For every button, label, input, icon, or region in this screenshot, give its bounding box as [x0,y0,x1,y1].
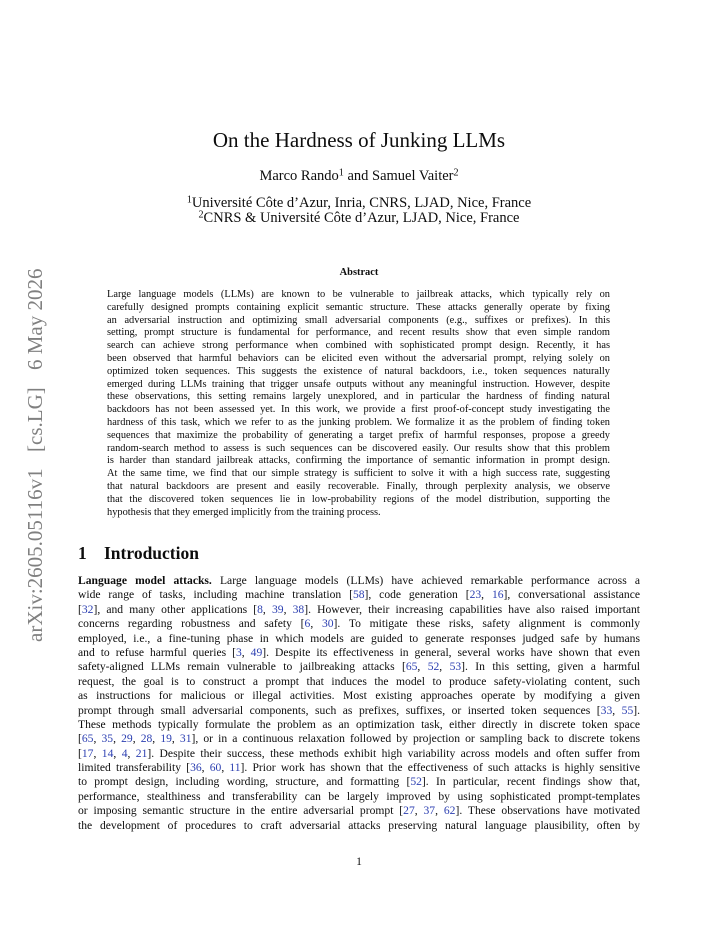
intro-line [78,660,640,674]
citation-link[interactable]: 65 [405,660,418,674]
text-run: ], or in a continuous relaxation followed by projection or sampling back to discrete tokens [191,732,641,746]
abstract-line: that natural backdoors are present and easily recoverable. Finally, through perplexity analysis, we observe [107,480,610,492]
text-run: ]. [633,703,641,717]
intro-line [78,732,640,746]
citation-link[interactable]: 35 [101,732,114,746]
citation-link[interactable]: 19 [160,732,172,746]
citation-link[interactable]: 52 [427,660,440,674]
arxiv-identifier: arXiv:2605.05116v1 [23,468,47,642]
abstract-line: hardness of this task, which we refer to as the junking problem. We formalize it as the problem of finding token [107,416,610,428]
paper-title: On the Hardness of Junking LLMs [212,128,506,152]
citation-link[interactable]: 53 [449,660,462,674]
text-run: limited transferability [ [78,761,191,775]
author-joiner: and [347,168,369,184]
citation-link[interactable]: 8 [257,602,263,616]
intro-line [78,718,640,732]
abstract-line: At the same time, we find that our simple strategy is sufficient to solve it with a high success rate, suggesting [107,468,610,480]
citation-link[interactable]: 55 [621,703,634,717]
text-run: request, the goal is to construct a prompt that induces the model to produce safety-violating content, such [78,674,640,688]
text-run: ]. However, their increasing capabilities have also raised important [304,602,641,616]
text-run: , [481,588,492,602]
citation-link[interactable]: 30 [321,617,334,631]
abstract-line: backdoors has not been assessed yet. In this work, we provide a first proof-of-concept study investigating the [107,404,610,416]
abstract-line: Large language models (LLMs) are known to be vulnerable to jailbreak attacks, which typically rely on [107,289,610,300]
text-run: , [612,703,622,717]
author-name: Marco Rando [259,168,339,184]
abstract-line: been observed that harmful behaviors can be elicited even without the adversarial prompt, relying solely on [107,352,610,364]
text-run: , [435,804,444,818]
affiliation-mark: 2 [453,167,459,179]
abstract-body [107,289,610,519]
citation-link[interactable]: 65 [81,732,94,746]
intro-line [78,646,640,660]
intro-line [78,804,640,818]
citation-link[interactable]: 27 [403,804,415,818]
abstract-line: is harder than standard jailbreak attacks, confirming the importance of semantic information in prompt design. [107,455,610,467]
citation-link[interactable]: 29 [121,732,133,746]
text-run: wide range of tasks, including machine translation [ [78,588,353,602]
citation-link[interactable]: 32 [81,602,94,616]
text-run: , [310,617,322,631]
citation-link[interactable]: 3 [235,645,242,659]
text-run: ]. In particular, recent findings show that, [421,775,640,789]
text-run: , [201,761,210,775]
abstract-line: random-search method to assess is such sequences can be discovered easily. Our results show that this problem [107,442,610,454]
text-run: concerns regarding robustness and safety [ [78,617,305,631]
text-run: , [132,732,141,746]
affiliation-mark: 1 [186,194,192,206]
text-run: [ [78,746,82,760]
text-run: , [152,732,161,746]
text-run: to prompt design, including wording, structure, and formatting [ [78,775,411,789]
text-run: [ [78,602,82,616]
intro-line [78,603,640,617]
introduction-body [78,574,640,833]
abstract-line: an adversarial instruction and optimizing small adversarial components (e.g., suffixes or prefixes). In this [107,314,610,326]
text-run: , [113,732,122,746]
section-number: 1 [78,543,87,563]
affiliation-mark: 1 [338,167,344,179]
affiliation-text: CNRS & Université Côte d’Azur, LJAD, Nice, France [203,210,520,226]
abstract-line: that the discovered token sequences lie in low-probability regions of the model distribution, supporting the [107,493,610,505]
citation-link[interactable]: 16 [491,588,504,602]
text-run: , [93,746,102,760]
abstract-line: setting, prompt structure is fundamental for performance, and recent results show that even simple random [107,327,610,339]
text-run: , [127,746,136,760]
citation-link[interactable]: 14 [101,746,114,760]
text-run: the development of procedures to craft adversarial attacks preserving natural language plausibility, often by [78,818,640,832]
text-run: safety-aligned LLMs remain vulnerable to jailbreaking attacks [ [78,660,406,674]
abstract-line: carefully designed prompts containing explicit semantic structure. These attacks generally operate by fixing [107,301,610,313]
citation-link[interactable]: 6 [304,617,311,631]
intro-line [78,819,640,833]
intro-line [78,617,640,631]
text-run: or imposing semantic structure in the entire adversarial prompt [ [78,804,404,818]
intro-line [78,632,640,646]
text-run: , [414,804,424,818]
citation-link[interactable]: 49 [250,645,263,659]
intro-line [78,775,640,789]
text-run: , [171,732,180,746]
text-run: These methods typically formulate the problem as an optimization task, either directly in discrete token space [78,717,640,731]
arxiv-date: 6 May 2026 [23,268,47,371]
text-run: , [439,660,450,674]
text-run: ], conversational assistance [503,588,640,602]
citation-link[interactable]: 31 [179,732,192,746]
text-run: ]. In this setting, given a harmful [461,660,641,674]
intro-line [78,761,640,775]
citation-link[interactable]: 4 [121,746,128,760]
abstract-line: sequences that maximize the probability of generating a target prefix of harmful responses, propose a greedy [107,429,610,441]
citation-link[interactable]: 62 [443,804,456,818]
text-run: , [93,732,102,746]
citation-link[interactable]: 11 [229,761,241,775]
page-number: 1 [356,855,362,868]
text-run: ]. Despite their success, these methods exhibit high variability across models and often suffer from [147,746,641,760]
arxiv-category: [cs.LG] [23,386,47,452]
citation-link[interactable]: 23 [469,588,482,602]
arxiv-stamp [22,262,48,642]
text-run: , [241,645,251,659]
text-run: ]. To mitigate these risks, safety alignment is commonly [333,617,640,631]
intro-line [78,747,640,761]
text-run: , [221,761,230,775]
intro-line [78,588,640,602]
text-run: [ [78,732,82,746]
paragraph-run-in-heading: Language model attacks. [78,574,212,587]
intro-line [78,704,640,718]
citation-link[interactable]: 36 [190,761,202,775]
text-run: , [417,660,428,674]
section-title: Introduction [104,543,199,563]
affiliation-text: Université Côte d’Azur, Inria, CNRS, LJAD, Nice, France [191,195,532,211]
citation-link[interactable]: 60 [209,761,222,775]
text-run: and to refuse harmful queries [ [78,645,236,659]
citation-link[interactable]: 28 [140,732,153,746]
text-run: prompt through small adversarial components, such as prefixes, suffixes, or inserted token sequences [ [78,703,601,717]
citation-link[interactable]: 52 [410,775,422,789]
abstract-line: search can achieve strong performance when combined with sophisticated prompt design. Recently, it has [107,340,610,352]
text-run: performance, stealthiness and transferability can be largely improved by using sophisticated prompt-templates [78,789,640,803]
citation-link[interactable]: 38 [292,602,305,616]
citation-link[interactable]: 33 [600,703,613,717]
intro-line [78,790,640,804]
affiliation [78,195,640,211]
intro-line [78,675,640,689]
citation-link[interactable]: 17 [81,746,94,760]
text-run: ]. Prior work has shown that the effectiveness of such attacks is highly sensitive [240,761,641,775]
abstract-line: emerged during LLMs training that trigger unsafe outputs without any meaningful instruction. However, despite [107,378,610,390]
text-run: employed, i.e., a fine-tuning phase in which models are guided to generate responses judged safe by humans [78,631,640,645]
intro-line [78,574,640,588]
intro-line [78,689,640,703]
text-run: ]. Despite its effectiveness in general, several works have shown that even [262,645,640,659]
text-run: , [113,746,122,760]
section-heading [78,543,199,563]
abstract-line: these observations, this setting remains largely unexplored, and in particular the hardness of finding natural [107,391,610,403]
abstract-line: hypothesis that they emerged implicitly from the training process. [107,506,381,518]
abstract-heading: Abstract [339,267,379,278]
author-name: Samuel Vaiter [372,168,454,184]
citation-link[interactable]: 39 [271,602,284,616]
abstract-line: optimized token sequences. This suggests the existence of natural backdoors, i.e., token sequences naturally [107,365,610,377]
citation-link[interactable]: 21 [135,746,148,760]
text-run: Large language models (LLMs) have achieved remarkable performance across a [211,574,640,587]
citation-link[interactable]: 37 [423,804,436,818]
author-list [78,168,640,185]
text-run: , [262,602,272,616]
affiliation [78,210,640,226]
affiliation-mark: 2 [198,209,204,221]
text-run: ], and many other applications [ [93,602,258,616]
text-run: ]. These observations have motivated [455,804,640,818]
text-run: as instructions for malicious or illegal activities. Most existing approaches operate by modifying a given [78,689,640,703]
text-run: ], code generation [ [364,588,470,602]
text-run: , [283,602,293,616]
citation-link[interactable]: 58 [352,588,365,602]
